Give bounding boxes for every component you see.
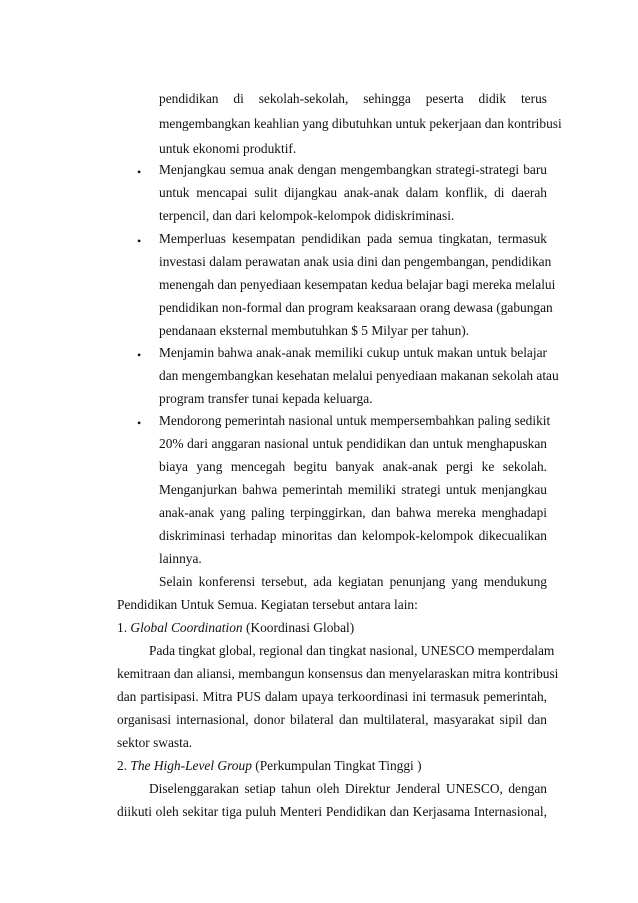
section-heading-2 [117,758,547,774]
text-line: terpencil, dan dari kelompok-kelompok didiskriminasi. [159,208,455,223]
text-line: pendidikan di sekolah-sekolah, sehingga peserta didik terus [159,91,547,106]
text-line: pendanaan eksternal membutuhkan $ 5 Milyar per tahun). [159,323,470,338]
text-line: program transfer tunai kepada keluarga. [159,391,373,406]
text-line: Menjangkau semua anak dengan mengembangkan strategi-strategi baru [159,162,547,177]
bullet-icon [137,168,145,176]
bullet-icon [137,237,145,245]
bullet-icon [137,351,145,359]
heading-title-italic: The High-Level Group [130,758,252,773]
heading-translation: (Koordinasi Global) [245,620,355,635]
text-line: 20% dari anggaran nasional untuk pendidikan dan untuk menghapuskan [159,436,547,451]
text-line: pendidikan non-formal dan program keaksaraan orang dewasa (gabungan [159,300,553,315]
text-line: Pendidikan Untuk Semua. Kegiatan tersebut antara lain: [117,597,418,612]
text-line: dan partisipasi. Mitra PUS dalam upaya terkoordinasi ini termasuk pemerintah, [117,689,547,704]
heading-title-italic: Global Coordination [130,620,243,635]
section-heading-1 [117,620,547,636]
heading-number: 2. [117,758,128,773]
text-line: anak-anak yang paling terpinggirkan, dan bahwa mereka menghadapi [159,505,547,520]
text-line: lainnya. [159,551,202,566]
text-line: diskriminasi terhadap minoritas dan kelompok-kelompok dikecualikan [159,528,547,543]
text-line: dan mengembangkan kesehatan melalui penyediaan makanan sekolah atau [159,368,559,383]
text-line: diikuti oleh sekitar tiga puluh Menteri Pendidikan dan Kerjasama Internasional, [117,804,547,819]
text-line: Mendorong pemerintah nasional untuk mempersembahkan paling sedikit [159,413,551,428]
text-line: Diselenggarakan setiap tahun oleh Direktur Jenderal UNESCO, dengan [149,781,547,796]
text-line: Selain konferensi tersebut, ada kegiatan penunjang yang mendukung [159,574,547,589]
heading-translation: (Perkumpulan Tingkat Tinggi ) [255,758,422,773]
heading-number: 1. [117,620,128,635]
text-line: mengembangkan keahlian yang dibutuhkan untuk pekerjaan dan kontribusi [159,116,562,131]
text-line: sektor swasta. [117,735,193,750]
text-line: biaya yang mencegah begitu banyak anak-anak pergi ke sekolah. [159,459,547,474]
text-line: investasi dalam perawatan anak usia dini dan pengembangan, pendidikan [159,254,552,269]
text-line: untuk ekonomi produktif. [159,141,297,156]
text-line: organisasi internasional, donor bilateral dan multilateral, masyarakat sipil dan [117,712,547,727]
bullet-icon [137,419,145,427]
text-line: Pada tingkat global, regional dan tingkat nasional, UNESCO memperdalam [149,643,555,658]
text-line: untuk mencapai sulit dijangkau anak-anak dalam konflik, di daerah [159,185,547,200]
text-line: menengah dan penyediaan kesempatan kedua belajar bagi mereka melalui [159,277,556,292]
text-line: Menganjurkan bahwa pemerintah memiliki strategi untuk menjangkau [159,482,547,497]
text-line: Memperluas kesempatan pendidikan pada semua tingkatan, termasuk [159,231,547,246]
text-line: kemitraan dan aliansi, membangun konsensus dan menyelaraskan mitra kontribusi [117,666,559,681]
text-line: Menjamin bahwa anak-anak memiliki cukup untuk makan untuk belajar [159,345,547,360]
